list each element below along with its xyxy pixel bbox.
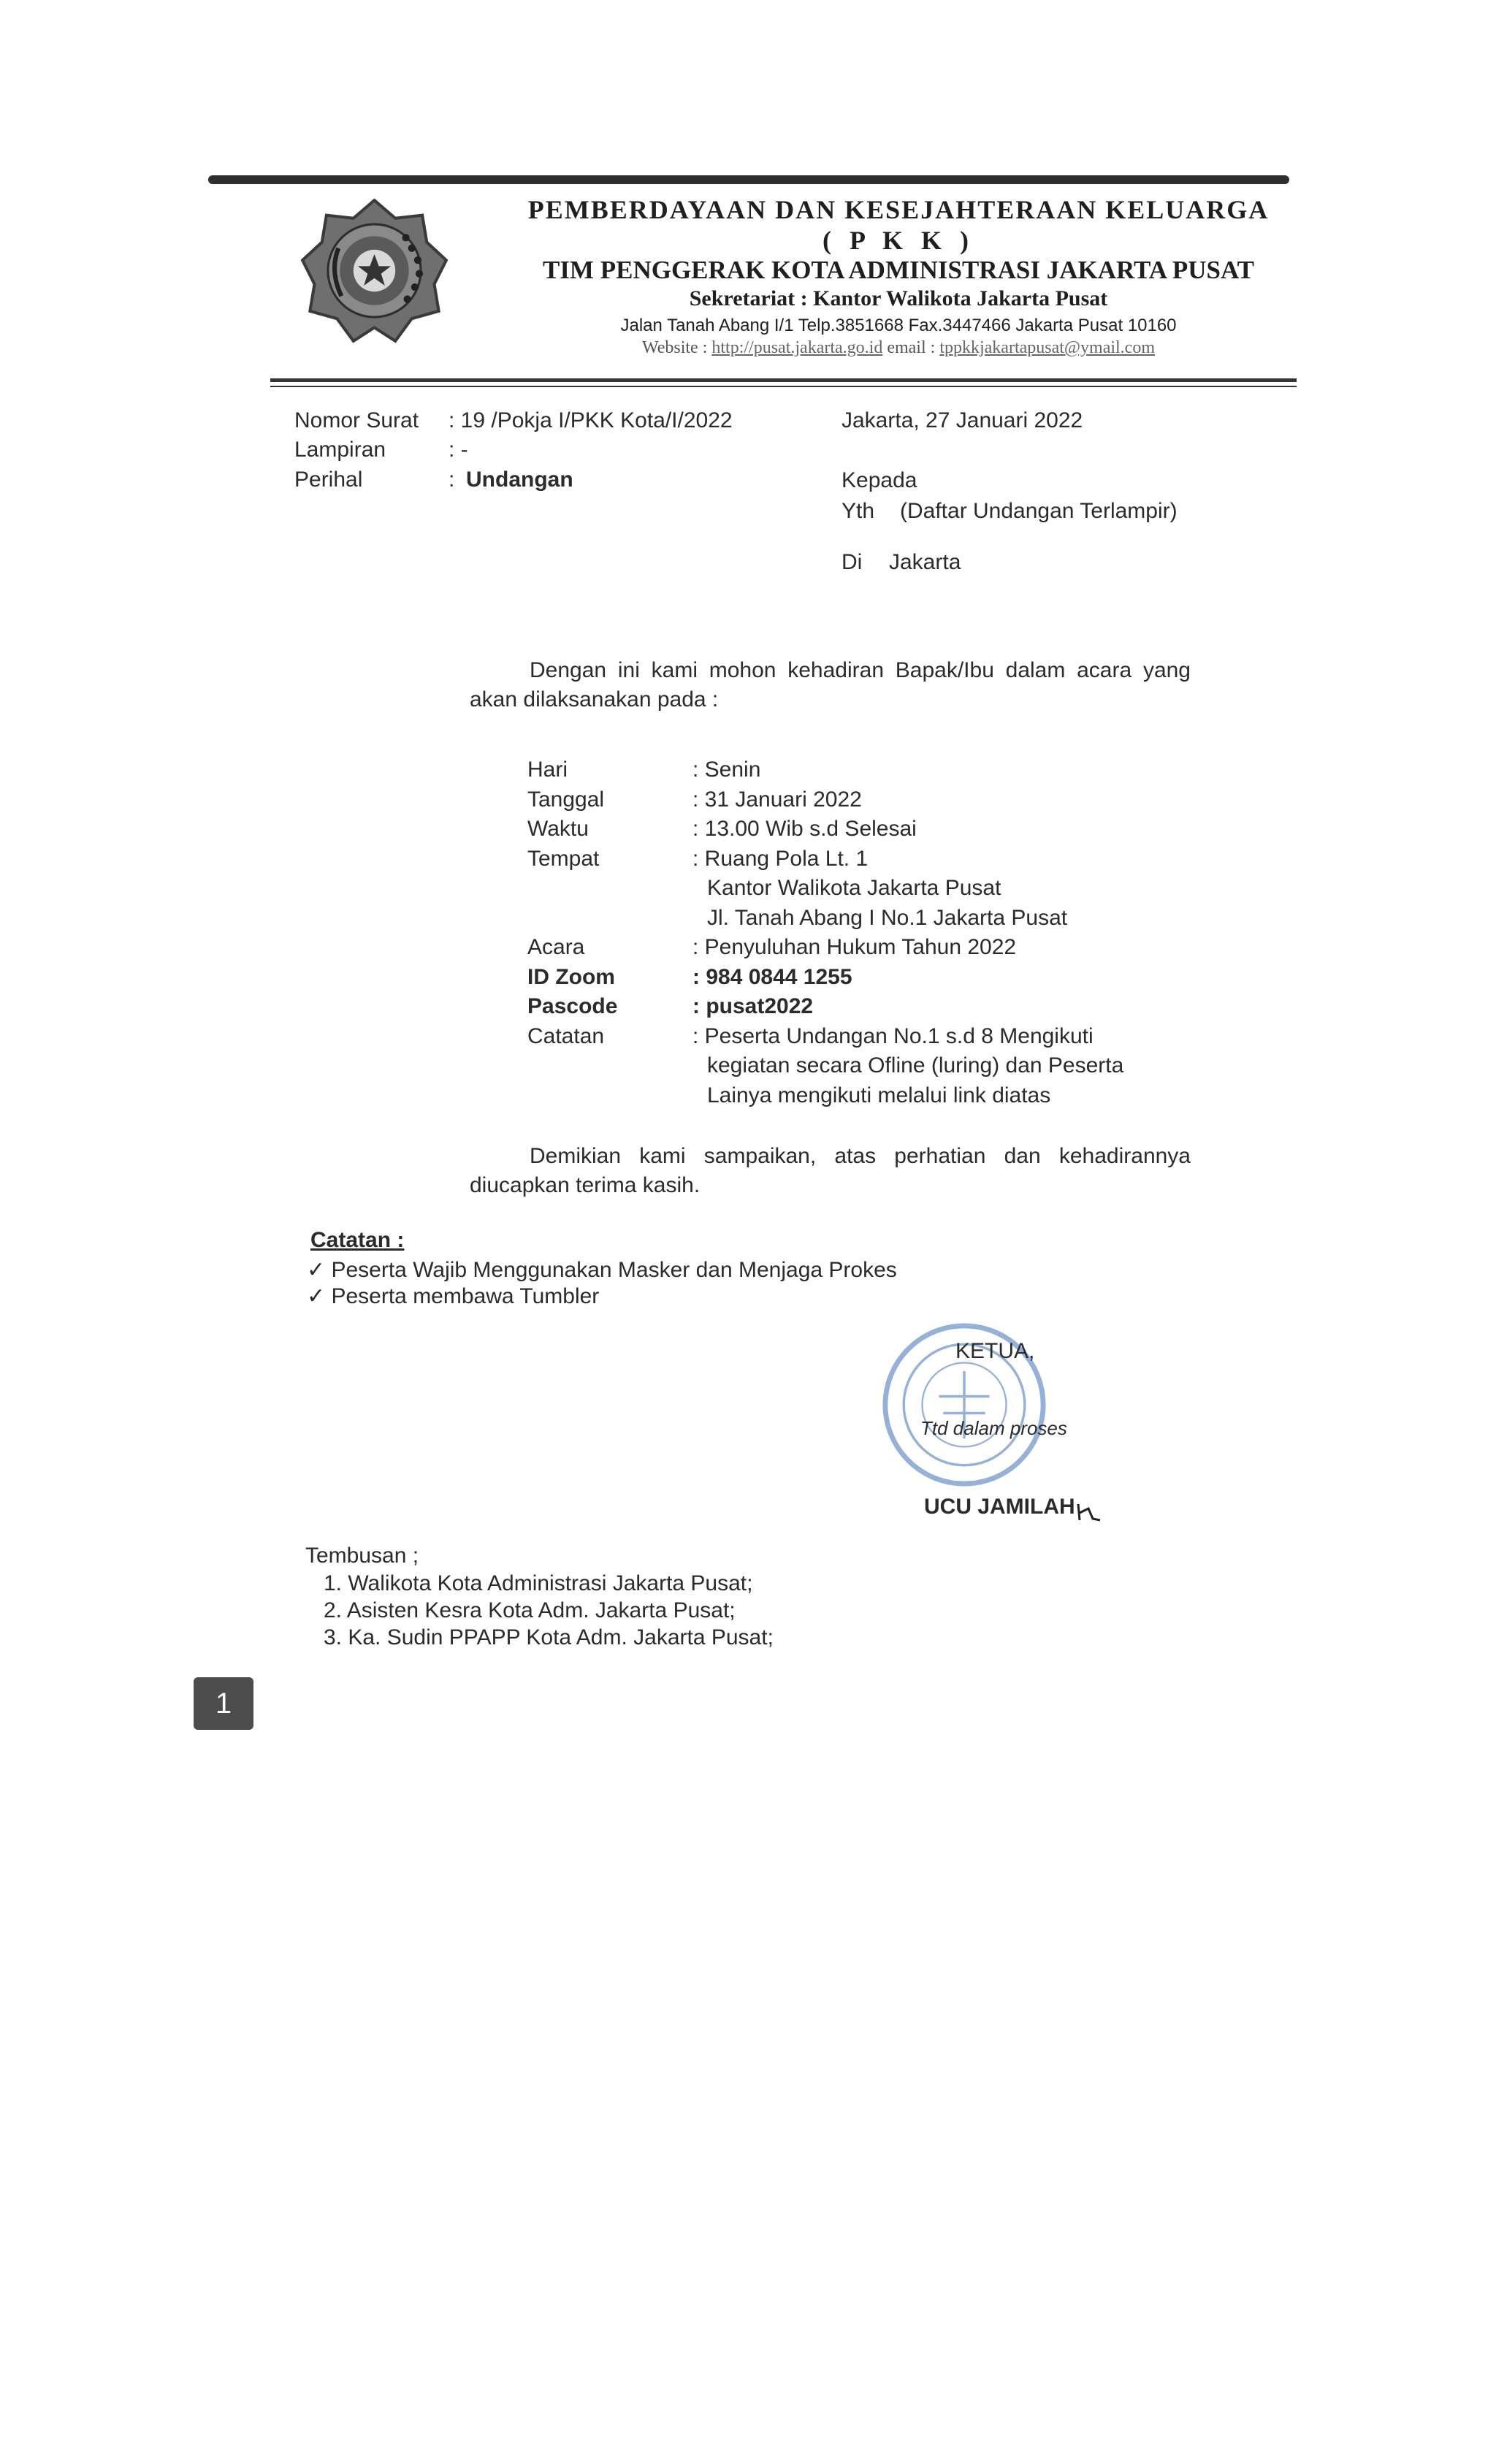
detail-label: Hari	[527, 758, 568, 782]
detail-label: Waktu	[527, 817, 589, 841]
detail-label: Pascode	[527, 994, 618, 1018]
di-label: Di	[842, 550, 863, 574]
org-team: TIM PENGGERAK KOTA ADMINISTRASI JAKARTA PUSAT	[542, 256, 1255, 284]
closing-line-2: diucapkan terima kasih.	[470, 1173, 701, 1197]
detail-value: kegiatan secara Ofline (luring) dan Peserta	[707, 1053, 1124, 1077]
detail-value: Lainya mengikuti melalui link diatas	[707, 1083, 1051, 1107]
detail-value: : 13.00 Wib s.d Selesai	[692, 817, 917, 841]
lampiran-label: Lampiran	[294, 438, 386, 462]
detail-value: : Ruang Pola Lt. 1	[692, 847, 869, 871]
detail-value: Jl. Tanah Abang I No.1 Jakarta Pusat	[707, 906, 1068, 930]
org-address: Jalan Tanah Abang I/1 Telp.3851668 Fax.3447466 Jakarta Pusat 10160	[620, 316, 1177, 335]
tembusan-item: 1. Walikota Kota Administrasi Jakarta Pusat;	[324, 1571, 753, 1595]
detail-value: : 984 0844 1255	[692, 965, 852, 989]
org-name: PEMBERDAYAAN DAN KESEJAHTERAAN KELUARGA	[527, 195, 1270, 224]
yth-value: (Daftar Undangan Terlampir)	[900, 499, 1178, 523]
perihal-colon: :	[449, 468, 455, 492]
note-item: ✓ Peserta membawa Tumbler	[307, 1284, 600, 1308]
email-label: email :	[887, 338, 936, 357]
detail-value: : pusat2022	[692, 994, 814, 1018]
place-date: Jakarta, 27 Januari 2022	[842, 408, 1083, 432]
tembusan-item: 2. Asisten Kesra Kota Adm. Jakarta Pusat;	[324, 1598, 736, 1622]
closing-line-1: Demikian kami sampaikan, atas perhatian dan kehadirannya	[530, 1144, 1191, 1168]
pkk-logo-icon	[299, 196, 449, 346]
detail-label: Acara	[527, 935, 585, 959]
nomor-label: Nomor Surat	[294, 408, 419, 432]
tembusan-item: 3. Ka. Sudin PPAPP Kota Adm. Jakarta Pusat;	[324, 1625, 774, 1649]
detail-label: Tanggal	[527, 787, 605, 812]
intro-line-1: Dengan ini kami mohon kehadiran Bapak/Ibu dalam acara yang	[530, 658, 1191, 682]
tembusan-title: Tembusan ;	[305, 1544, 419, 1568]
signatory-name: UCU JAMILAH	[924, 1495, 1075, 1519]
lampiran-value: : -	[449, 438, 468, 462]
header-rule-thin	[270, 386, 1297, 387]
page-number-badge[interactable]: 1	[194, 1677, 253, 1730]
detail-value: : Senin	[692, 758, 761, 782]
note-item: ✓ Peserta Wajib Menggunakan Masker dan Menjaga Prokes	[307, 1258, 897, 1282]
intro-paragraph	[470, 656, 1191, 714]
website-link[interactable]: http://pusat.jakarta.go.id	[711, 338, 883, 357]
initial-signature-icon	[1075, 1501, 1102, 1523]
notes-title: Catatan :	[310, 1228, 405, 1252]
detail-value: : Peserta Undangan No.1 s.d 8 Mengikuti	[692, 1024, 1094, 1048]
detail-value: : 31 Januari 2022	[692, 787, 862, 812]
detail-value: Kantor Walikota Jakarta Pusat	[707, 876, 1001, 900]
website-label: Website :	[641, 338, 708, 357]
org-secretariat: Sekretariat : Kantor Walikota Jakarta Pusat	[689, 286, 1108, 310]
signature-status: Ttd dalam proses	[920, 1417, 1067, 1439]
closing-paragraph	[470, 1142, 1191, 1200]
detail-value: : Penyuluhan Hukum Tahun 2022	[692, 935, 1017, 959]
org-abbreviation: ( P K K )	[823, 226, 974, 255]
intro-line-2: akan dilaksanakan pada :	[470, 687, 719, 712]
header-rule	[270, 378, 1297, 382]
detail-label: Tempat	[527, 847, 600, 871]
signature-role: KETUA,	[955, 1339, 1035, 1363]
perihal-value: Undangan	[466, 468, 573, 492]
perihal-label: Perihal	[294, 468, 363, 492]
detail-label: Catatan	[527, 1024, 605, 1048]
kepada-label: Kepada	[842, 468, 917, 492]
nomor-value: : 19 /Pokja I/PKK Kota/I/2022	[449, 408, 733, 432]
yth-label: Yth	[842, 499, 875, 523]
org-contact	[511, 338, 1286, 358]
di-value: Jakarta	[889, 550, 961, 574]
email-link[interactable]: tppkkjakartapusat@ymail.com	[939, 338, 1156, 357]
detail-label: ID Zoom	[527, 965, 615, 989]
top-border	[208, 175, 1289, 184]
